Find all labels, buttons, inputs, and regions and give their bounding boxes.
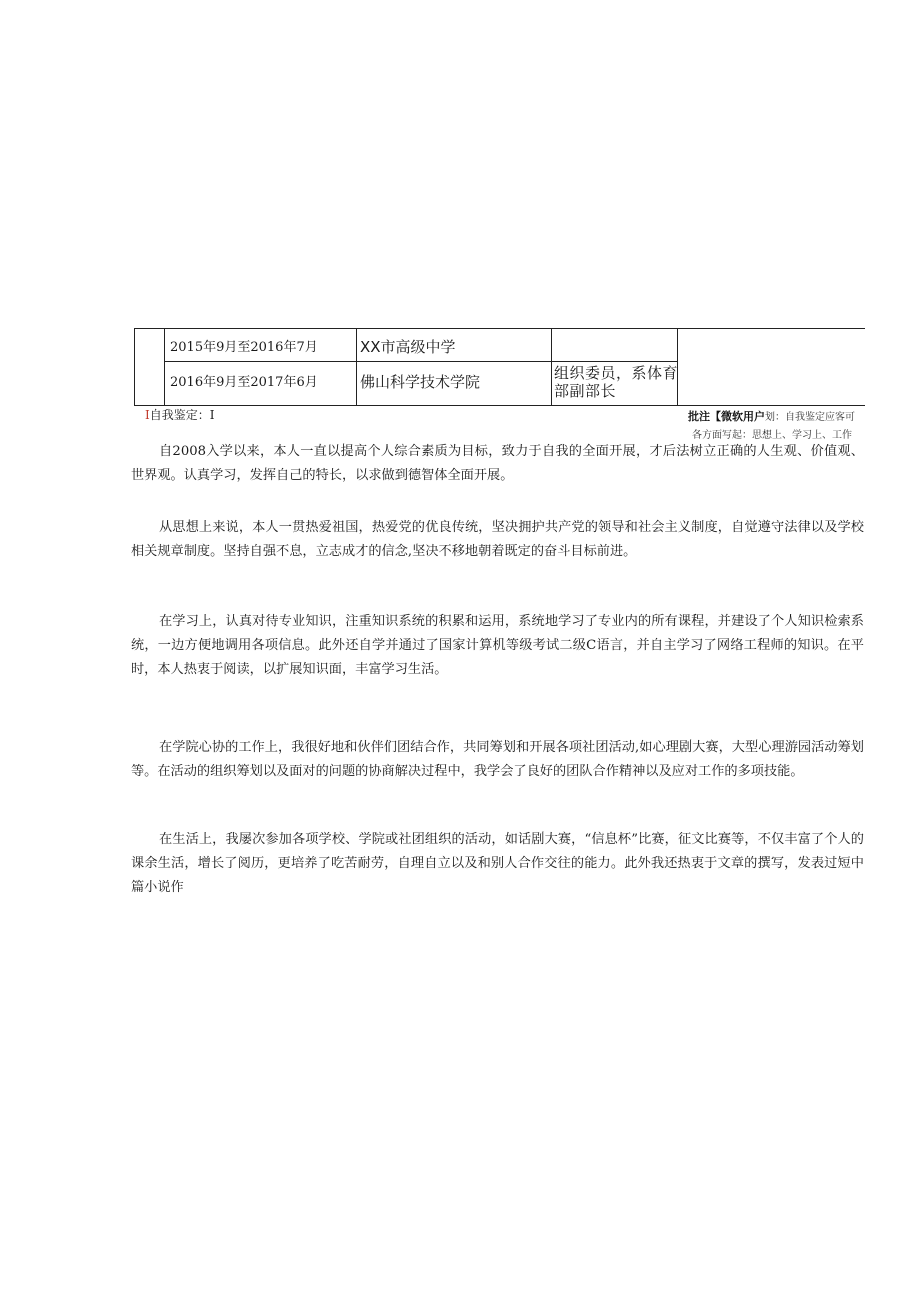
cursor-mark: I [145,408,150,422]
self-evaluation-label [145,408,215,422]
table-column-divider [356,329,357,405]
comment-text: 划：自我鉴定应客可 [765,412,855,423]
self-evaluation-title: 自我鉴定： [149,408,210,422]
table-cell-role: 组织委员，系体育部副部长 [554,364,679,400]
paragraph-intro: 自2008入学以来，本人一直以提高个人综合素质为目标，致力于自我的全面开展，才后法树立正确的人生观、价值观、世界观。认真学习，发挥自己的特长，以求做到德智体全面开展。 [131,444,864,483]
paragraph-life: 在生活上，我屡次参加各项学校、学院或社团组织的活动，如话剧大赛，“信息杯”比赛，征文比赛等，不仅丰富了个人的课余生活，增长了阅历，更培养了吃苦耐劳，自理自立以及和别人合作交往的能力。此外我还热衷于文章的撰写，发表过短中篇小说作 [131,832,864,895]
cursor-mark: I [209,408,215,422]
paragraph-study: 在学习上，认真对待专业知识，注重知识系统的积累和运用，系统地学习了专业内的所有课程，并建设了个人知识检索系统，一边方便地调用各项信息。此外还自学并通过了国家计算机等级考试二级C语言，并自主学习了网络工程师的知识。在平时，本人热衷于阅读，以扩展知识面，丰富学习生活。 [131,614,864,677]
table-cell-period: 2015年9月至2016年7月 [170,340,318,355]
comment-text-continued: 各方面写起：思想上、学习上、工作 [692,430,852,441]
table-cell-school: XX市高级中学 [360,338,456,356]
comment-author: 批注【微软用户 [688,410,765,423]
table-cell-school: 佛山科学技术学院 [360,373,481,391]
paragraph-ideology: 从思想上来说，本人一贯热爱祖国，热爱党的优良传统，坚决拥护共产党的领导和社会主义制度，自觉遵守法律以及学校相关规章制度。坚持自强不息，立志成才的信念,坚决不移地朝着既定的奋斗目标前进。 [131,520,864,559]
table-cell-period: 2016年9月至2017年6月 [170,375,318,390]
paragraph-work: 在学院心协的工作上，我很好地和伙伴们团结合作，共同筹划和开展各项社团活动,如心理剧大赛，大型心理游园活动筹划等。在活动的组织筹划以及面对的问题的协商解决过程中，我学会了良好的团队合作精神以及应对工作的多项技能。 [131,740,864,779]
table-column-divider [551,329,552,405]
table-row-divider [164,361,677,362]
table-column-divider [164,329,165,405]
education-table [134,328,865,406]
